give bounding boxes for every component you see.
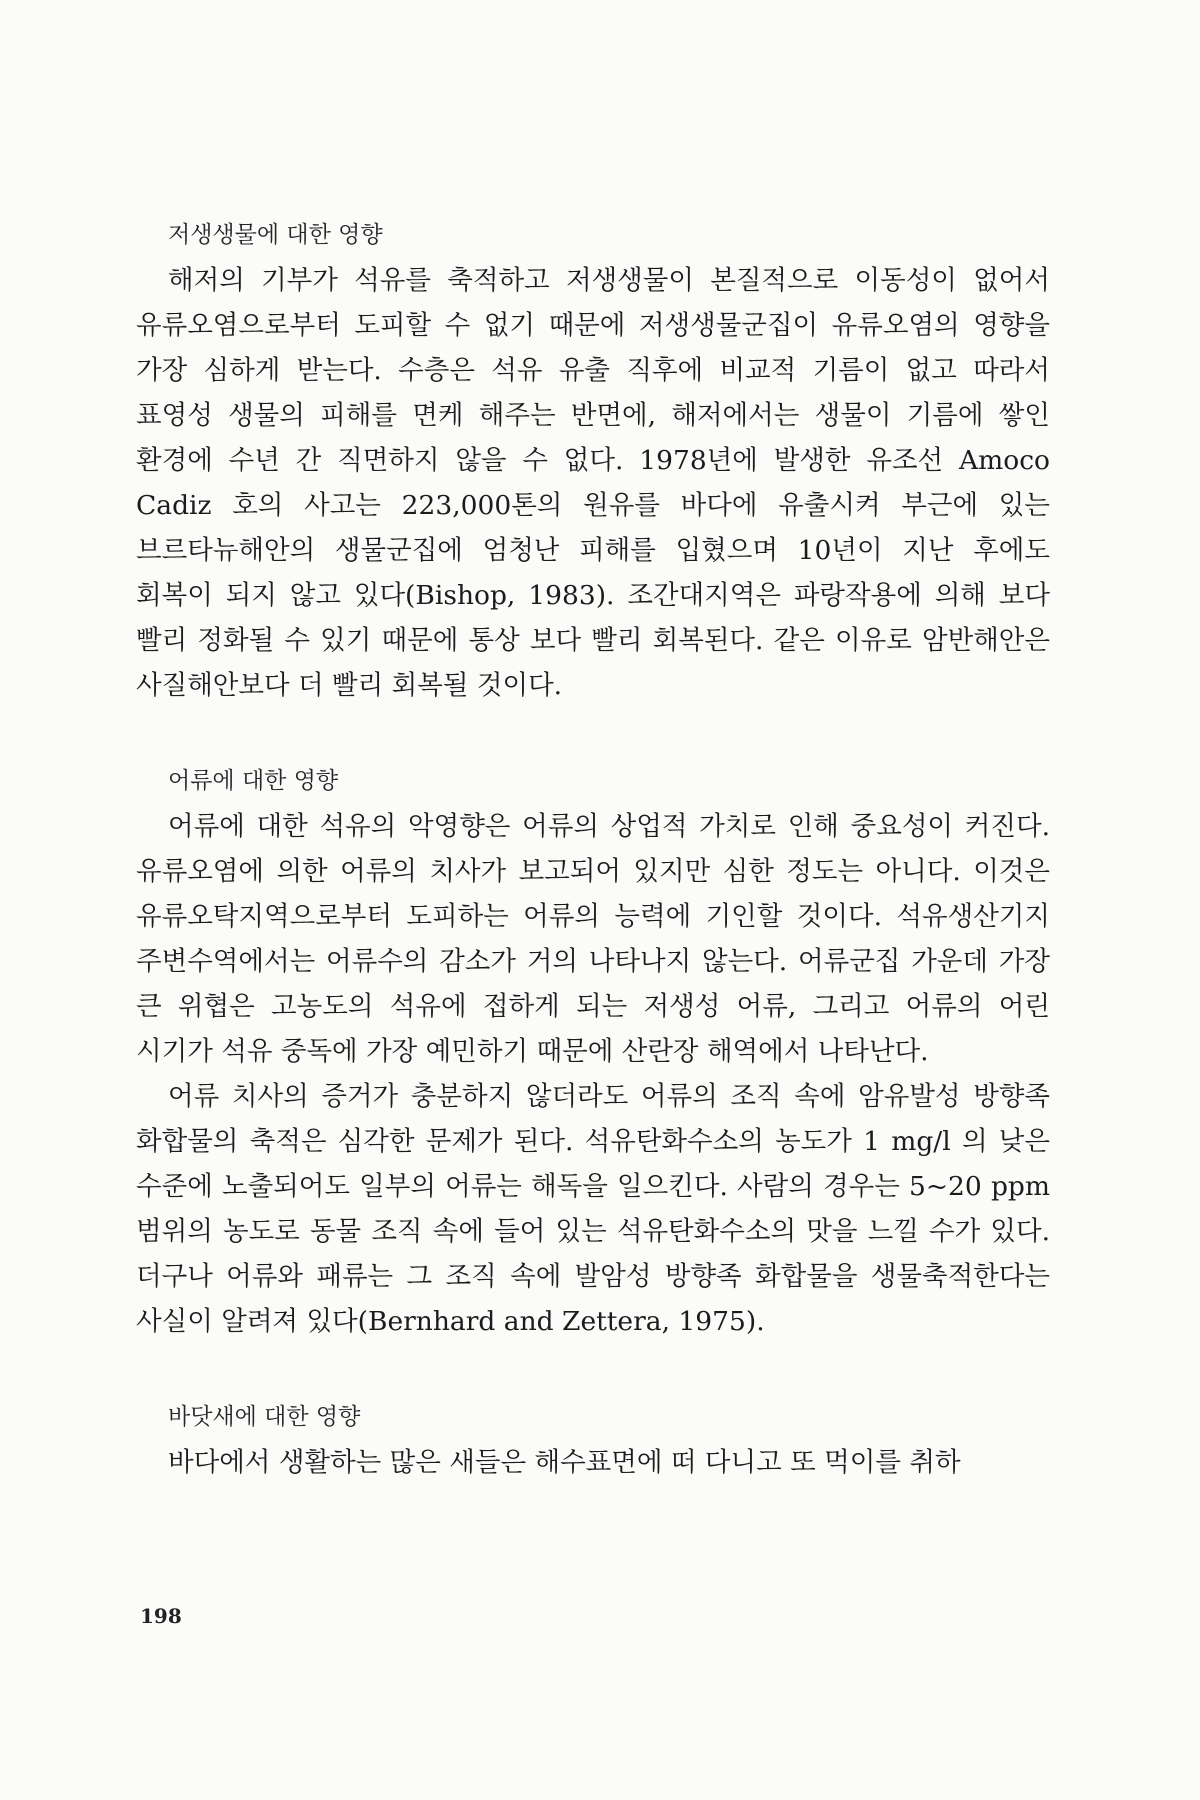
section-heading: 저생생물에 대한 영향: [168, 222, 383, 248]
paragraph: 바다에서 생활하는 많은 새들은 해수표면에 떠 다니고 또 먹이를 취하: [168, 1447, 961, 1478]
page-number: 198: [140, 1604, 182, 1628]
section-fish: [136, 764, 1050, 1344]
page-content: [136, 218, 1050, 1541]
paragraph: 해저의 기부가 석유를 축적하고 저생생물이 본질적으로 이동성이 없어서 유류오염으로부터 도피할 수 없기 때문에 저생생물군집이 유류오염의 영향을 가장 심하게 받는다. 수층은 석유 유출 직후에 비교적 기름이 없고 따라서 표영성 생물의 피해를 면케 해주는 반면에, 해저에서는 생물이 기름에 쌓인 환경에 수년 간 직면하지 않을 수 없다. 1978년에 발생한 유조선 Amoco Cadiz 호의 사고는 223,000톤의 원유를 바다에 유출시켜 부근에 있는 브르타뉴해안의 생물군집에 엄청난 피해를 입혔으며 10년이 지난 후에도 회복이 되지 않고 있다(Bishop, 1983). 조간대지역은 파랑작용에 의해 보다 빨리 정화될 수 있기 때문에 통상 보다 빨리 회복된다. 같은 이유로 암반해안은 사질해안보다 더 빨리 회복될 것이다.: [136, 265, 1050, 701]
section-seabirds: [136, 1400, 1050, 1485]
section-heading: 바닷새에 대한 영향: [168, 1404, 361, 1430]
paragraph: 어류에 대한 석유의 악영향은 어류의 상업적 가치로 인해 중요성이 커진다. 유류오염에 의한 어류의 치사가 보고되어 있지만 심한 정도는 아니다. 이것은 유류오탁지역으로부터 도피하는 어류의 능력에 기인할 것이다. 석유생산기지 주변수역에서는 어류수의 감소가 거의 나타나지 않는다. 어류군집 가운데 가장 큰 위협은 고농도의 석유에 접하게 되는 저생성 어류, 그리고 어류의 어린 시기가 석유 중독에 가장 예민하기 때문에 산란장 해역에서 나타난다.: [136, 811, 1050, 1067]
section-heading: 어류에 대한 영향: [168, 768, 339, 794]
paragraph: 어류 치사의 증거가 충분하지 않더라도 어류의 조직 속에 암유발성 방향족 화합물의 축적은 심각한 문제가 된다. 석유탄화수소의 농도가 1 mg/l 의 낮은 수준에 노출되어도 일부의 어류는 해독을 일으킨다. 사람의 경우는 5~20 ppm 범위의 농도로 동물 조직 속에 들어 있는 석유탄화수소의 맛을 느낄 수가 있다. 더구나 어류와 패류는 그 조직 속에 발암성 방향족 화합물을 생물축적한다는 사실이 알려져 있다(Bernhard and Zettera, 1975).: [136, 1081, 1050, 1337]
section-benthos: [136, 218, 1050, 708]
